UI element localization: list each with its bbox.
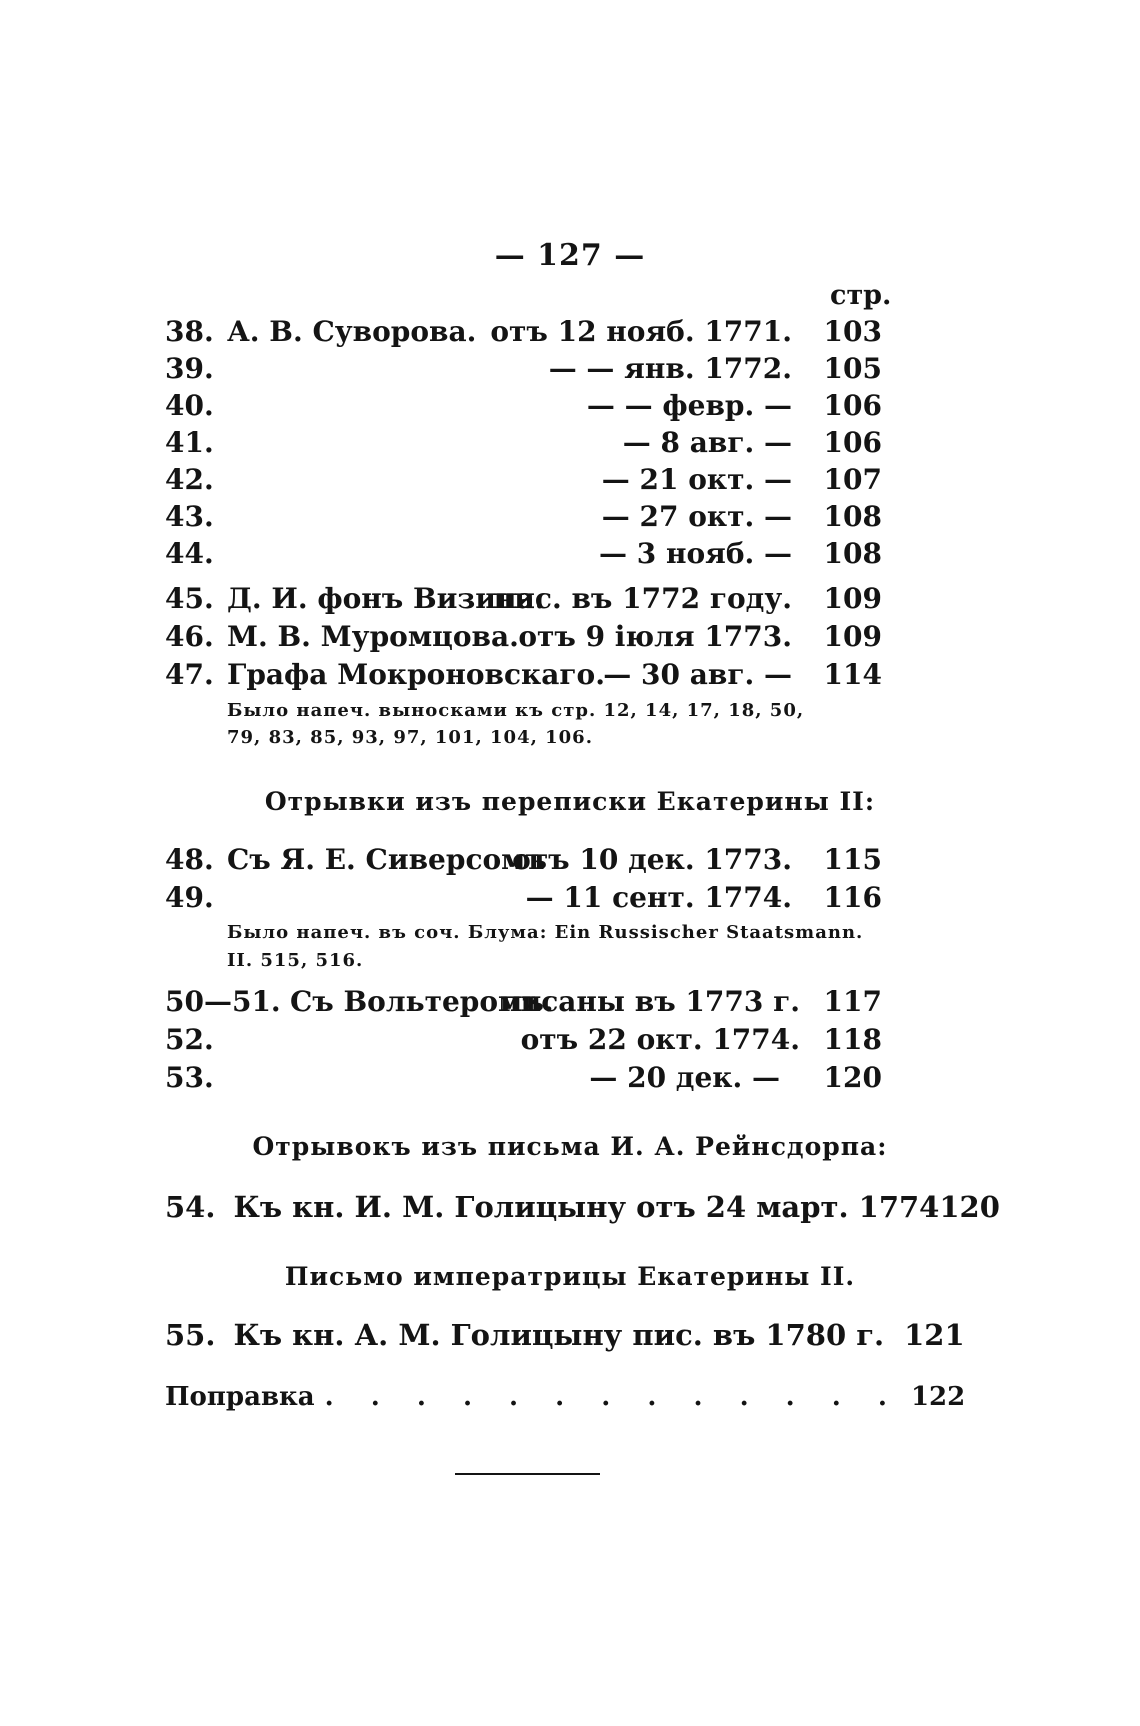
entry-page: 106 (823, 426, 882, 459)
entry-date: — — янв. 1772. (548, 352, 792, 385)
entry-number: 40. (165, 389, 214, 422)
entry-date: пис. въ 1772 году. (493, 582, 792, 615)
entry-date: — 3 нояб. — (598, 537, 792, 570)
entry-page: 118 (823, 1023, 882, 1056)
section-heading: Отрывки изъ переписки Екатерины II: (264, 787, 876, 816)
entry-page: 103 (823, 315, 882, 348)
publication-note: II. 515, 516. (227, 950, 364, 971)
entry-date: писаны въ 1773 г. (499, 985, 800, 1018)
entry-page: 114 (823, 658, 882, 691)
entry-page: 122 (910, 1382, 966, 1412)
entry-number: 52. (165, 1023, 214, 1056)
entry-page: 120 (823, 1061, 882, 1094)
entry-number: 42. (165, 463, 214, 496)
entry-date: — 27 окт. — (601, 500, 792, 533)
entry-text: Къ кн. А. М. Голицыну пис. въ 1780 г. (233, 1318, 885, 1352)
entry-correspondent: М. В. Муромцова. (227, 620, 519, 653)
entry-number: 55. (165, 1318, 216, 1352)
entry-number: 44. (165, 537, 214, 570)
entry-number: 38. (165, 315, 214, 348)
entry-page: 117 (823, 985, 882, 1018)
entry-correspondent: Д. И. фонъ Визина. (227, 582, 545, 615)
entry-date: отъ 22 окт. 1774. (520, 1023, 800, 1056)
entry-number: 41. (165, 426, 214, 459)
entry-page: 105 (823, 352, 882, 385)
entry-number: 53. (165, 1061, 214, 1094)
leader-dots: . . . . . . . . . . . . . (324, 1382, 901, 1412)
entry-number: 46. (165, 620, 214, 653)
entry-number: 47. (165, 658, 214, 691)
toc-entry-corrections (165, 1382, 966, 1412)
entry-number: 49. (165, 881, 214, 914)
entry-number: 48. (165, 843, 214, 876)
entry-number: 50—51. (165, 985, 281, 1018)
entry-date: — 30 авг. — (603, 658, 792, 691)
entry-date: — 8 авг. — (622, 426, 792, 459)
entry-date: — 11 сент. 1774. (525, 881, 792, 914)
entry-page: 115 (823, 843, 882, 876)
closing-rule (455, 1473, 600, 1475)
entry-date: отъ 12 нояб. 1771. (490, 315, 792, 348)
entry-text: Къ кн. И. М. Голицыну отъ 24 март. 1774 (233, 1190, 940, 1224)
entry-page: 109 (823, 582, 882, 615)
toc-entry (165, 1318, 965, 1352)
entry-correspondent: Съ Я. Е. Сиверсомъ (227, 843, 547, 876)
page-column-header: стр. (830, 280, 892, 311)
corrections-label: Поправка (165, 1382, 315, 1412)
entry-page: 108 (823, 500, 882, 533)
entry-correspondent: Съ Вольтеромъ. (290, 985, 554, 1018)
entry-date: — — февр. — (586, 389, 792, 422)
entry-page: 107 (823, 463, 882, 496)
publication-note: Было напеч. выносками къ стр. 12, 14, 17, 18, 50, (227, 700, 805, 721)
entry-date: отъ 10 дек. 1773. (512, 843, 792, 876)
toc-entry (165, 1190, 1000, 1224)
entry-page: 116 (823, 881, 882, 914)
entry-correspondent: Графа Мокроновскаго. (227, 658, 605, 691)
entry-page: 108 (823, 537, 882, 570)
entry-date: отъ 9 іюля 1773. (518, 620, 792, 653)
entry-number: 43. (165, 500, 214, 533)
entry-number: 39. (165, 352, 214, 385)
entry-number: 45. (165, 582, 214, 615)
section-heading: Письмо императрицы Екатерины II. (284, 1262, 856, 1291)
entry-page: 120 (939, 1190, 1000, 1224)
section-heading: Отрывокъ изъ письма И. А. Рейнсдорпа: (252, 1132, 888, 1161)
entry-page: 106 (823, 389, 882, 422)
entry-page: 121 (904, 1318, 965, 1352)
entry-page: 109 (823, 620, 882, 653)
entry-number: 54. (165, 1190, 216, 1224)
entry-date: — 20 дек. — (589, 1061, 780, 1094)
entry-date: — 21 окт. — (601, 463, 792, 496)
publication-note: 79, 83, 85, 93, 97, 101, 104, 106. (227, 727, 593, 748)
entry-correspondent: А. В. Суворова. (227, 315, 477, 348)
page-number: — 127 — (494, 238, 646, 273)
publication-note: Было напеч. въ соч. Блума: Ein Russischer Staatsmann. (227, 922, 864, 943)
